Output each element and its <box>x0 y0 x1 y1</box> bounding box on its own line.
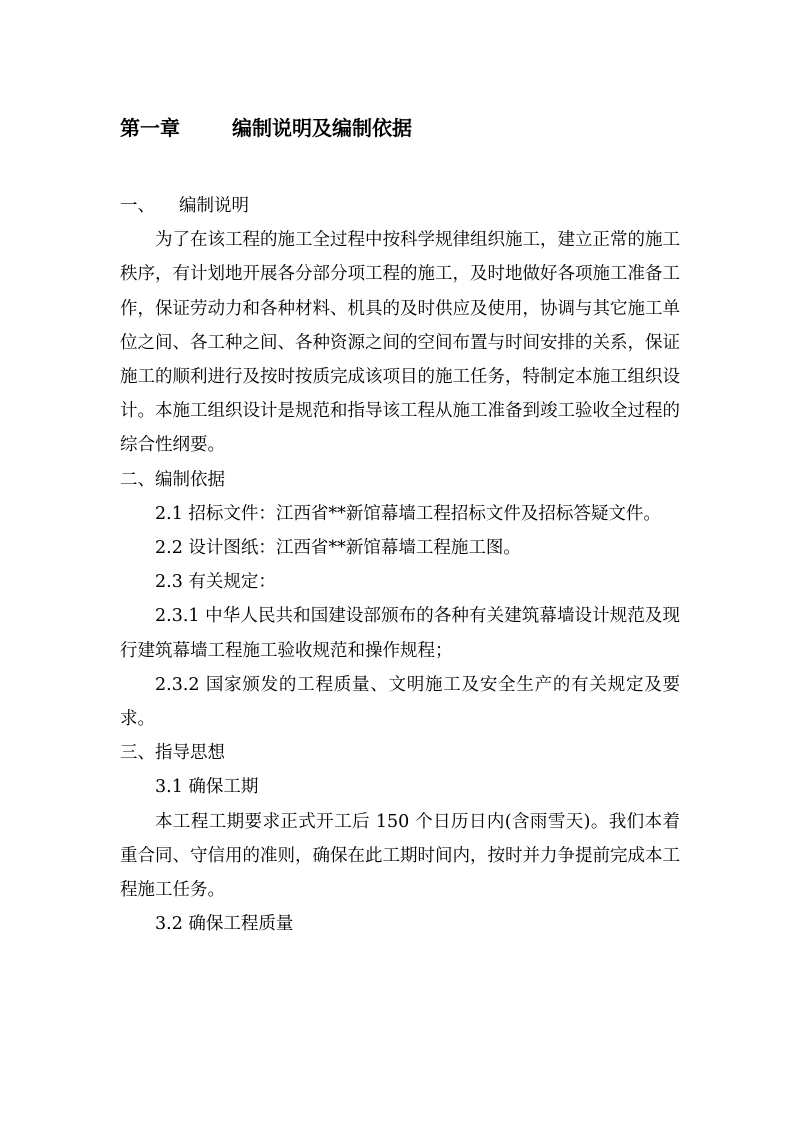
basis-item-2-3-2: 2.3.2 国家颁发的工程质量、文明施工及安全生产的有关规定及要求。 <box>120 674 680 730</box>
subsection-3-1-title: 3.1 确保工期 <box>155 777 259 798</box>
document-body <box>120 189 680 941</box>
section-1-title: 编制说明 <box>179 196 249 216</box>
section-heading-2: 二、编制依据 <box>120 469 225 490</box>
section-1-number: 一、 <box>120 196 155 216</box>
section-heading-3: 三、指导思想 <box>120 743 225 764</box>
basis-item-2-1: 2.1 招标文件：江西省**新馆幕墙工程招标文件及招标答疑文件。 <box>155 503 661 524</box>
basis-item-2-2: 2.2 设计图纸：江西省**新馆幕墙工程施工图。 <box>155 538 521 559</box>
chapter-title: 编制说明及编制依据 <box>232 116 412 140</box>
chapter-heading <box>120 114 412 142</box>
subsection-3-1-paragraph: 本工程工期要求正式开工后 150 个日历日内(含雨雪天)。我们本着重合同、守信用的准则，确保在此工期时间内，按时并力争提前完成本工程施工任务。 <box>120 811 680 901</box>
chapter-number: 第一章 <box>120 116 180 140</box>
section-heading-1 <box>120 189 680 223</box>
basis-item-2-3-1: 2.3.1 中华人民共和国建设部颁布的各种有关建筑幕墙设计规范及现行建筑幕墙工程施工验收规范和操作规程； <box>120 606 680 661</box>
subsection-3-2-title: 3.2 确保工程质量 <box>155 914 294 935</box>
basis-item-2-3: 2.3 有关规定： <box>155 572 276 593</box>
section-1-paragraph: 为了在该工程的施工全过程中按科学规律组织施工，建立正常的施工秩序，有计划地开展各分部分项工程的施工，及时地做好各项施工准备工作，保证劳动力和各种材料、机具的及时供应及使用，协调与其它施工单位之间、各工种之间、各种资源之间的空间布置与时间安排的关系，保证施工的顺利进行及按时按质完成该项目的施工任务，特制定本施工组织设计。本施工组织设计是规范和指导该工程从施工准备到竣工验收全过程的综合性纲要。 <box>120 230 680 456</box>
